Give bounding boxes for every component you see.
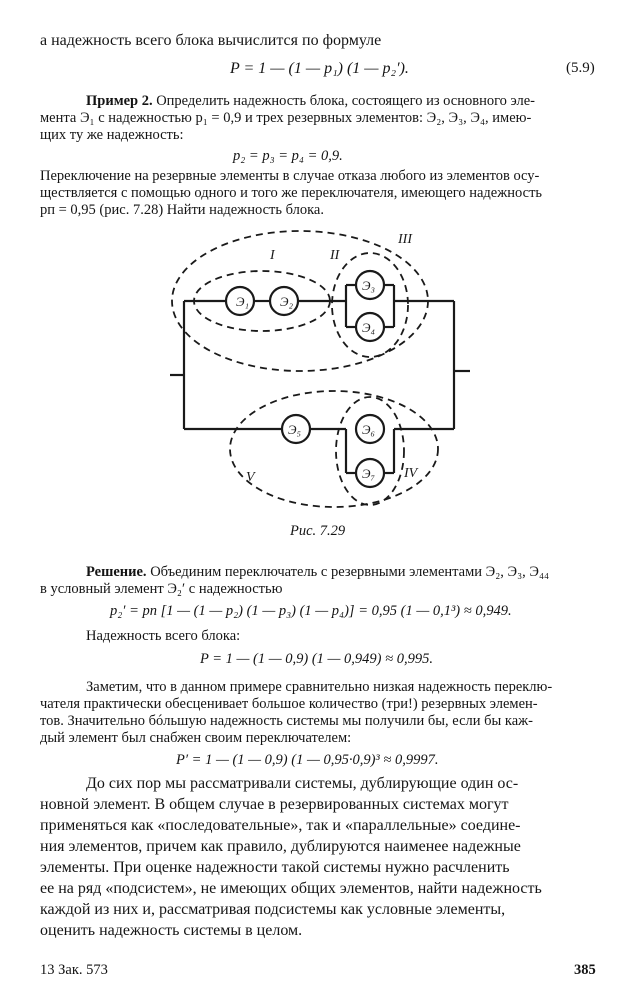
label-subsystem-IV: IV: [404, 466, 418, 481]
label-e7: Э₇: [362, 466, 376, 481]
example-label: Пример 2.: [86, 93, 153, 109]
body-line-3: применяться как «последовательные», так и «параллельные» соедине-: [40, 817, 521, 834]
body-line-1: До сих пор мы рассматривали системы, дублирующие один ос-: [86, 775, 519, 792]
note-line-1: Заметим, что в данном примере сравнительно низкая надежность переклю-: [86, 679, 553, 695]
label-subsystem-II: II: [330, 248, 340, 263]
solution-line-3: Надежность всего блока:: [86, 628, 241, 644]
body-line-4: ния элементов, причем как правило, дублируются наименее надежные: [40, 838, 521, 855]
example-line-4: Переключение на резервные элементы в случае отказа любого из элементов осу-: [40, 168, 540, 184]
note-line-4: дый элемент был снабжен своим переключателем:: [40, 730, 352, 746]
label-subsystem-I: I: [270, 248, 275, 263]
label-subsystem-III: III: [398, 232, 412, 247]
figure-caption: Рис. 7.29: [290, 523, 346, 539]
label-e5: Э₅: [288, 422, 302, 437]
subsystem-V-boundary: [230, 391, 438, 507]
formula-5-9: P = 1 — (1 — p₁) (1 — p₂′).: [230, 60, 409, 77]
example-line-1-text: Определить надежность блока, состоящего из основного эле-: [156, 93, 536, 109]
footer-sheet-mark: 13 Зак. 573: [40, 962, 108, 978]
body-line-2: новной элемент. В общем случае в резервированных системах могут: [40, 796, 509, 813]
solution-label: Решение.: [86, 564, 147, 580]
label-e6: Э₆: [362, 422, 376, 437]
solution-equation-3: P′ = 1 — (1 — 0,9) (1 — 0,95·0,9)³ ≈ 0,9997.: [176, 752, 439, 768]
note-line-3: тов. Значительно бóльшую надежность системы мы получили бы, если бы каж-: [40, 713, 533, 729]
body-line-6: ее на ряд «подсистем», не имеющих общих элементов, найти надежность: [40, 880, 542, 897]
solution-line-1-text: Объединим переключатель с резервными элементами Э₂, Э₃, Э₄₄: [150, 564, 550, 580]
note-line-2: чателя практически обесценивает большое количество (три!) резервных элемен-: [40, 696, 538, 712]
body-line-8: оценить надежность системы в целом.: [40, 922, 303, 939]
body-line-5: элементы. При оценке надежности такой системы нужно расчленить: [40, 859, 510, 876]
example-equation: p₂ = p₃ = p₄ = 0,9.: [233, 148, 343, 164]
example-line-3: щих ту же надежность:: [40, 127, 184, 143]
label-e4: Э₄: [362, 320, 376, 335]
reliability-circuit-diagram: [150, 225, 490, 545]
example-line-6: pп = 0,95 (рис. 7.28) Найти надежность блока.: [40, 202, 324, 218]
solution-equation-2: P = 1 — (1 — 0,9) (1 — 0,949) ≈ 0,995.: [200, 651, 433, 667]
page-number: 385: [574, 962, 596, 978]
example-line-1: [86, 93, 535, 110]
label-e1: Э₁: [236, 294, 250, 309]
label-e2: Э₂: [280, 294, 294, 309]
solution-line-2: в условный элемент Э₂′ с надежностью: [40, 581, 283, 597]
label-subsystem-V: V: [246, 470, 255, 485]
solution-equation-1: p₂′ = pп [1 — (1 — p₂) (1 — p₃) (1 — p₄)] = 0,95 (1 — 0,1³) ≈ 0,949.: [110, 603, 512, 619]
intro-line: а надежность всего блока вычислится по формуле: [40, 32, 382, 49]
body-line-7: каждой из них и, рассматривая подсистемы как условные элементы,: [40, 901, 506, 918]
example-line-2: мента Э₁ с надежностью p₁ = 0,9 и трех резервных элементов: Э₂, Э₃, Э₄, имею-: [40, 110, 532, 126]
example-line-5: ществляется с помощью одного и того же переключателя, имеющего надежность: [40, 185, 543, 201]
solution-line-1: [86, 564, 549, 581]
formula-number: (5.9): [566, 60, 595, 76]
label-e3: Э₃: [362, 278, 376, 293]
